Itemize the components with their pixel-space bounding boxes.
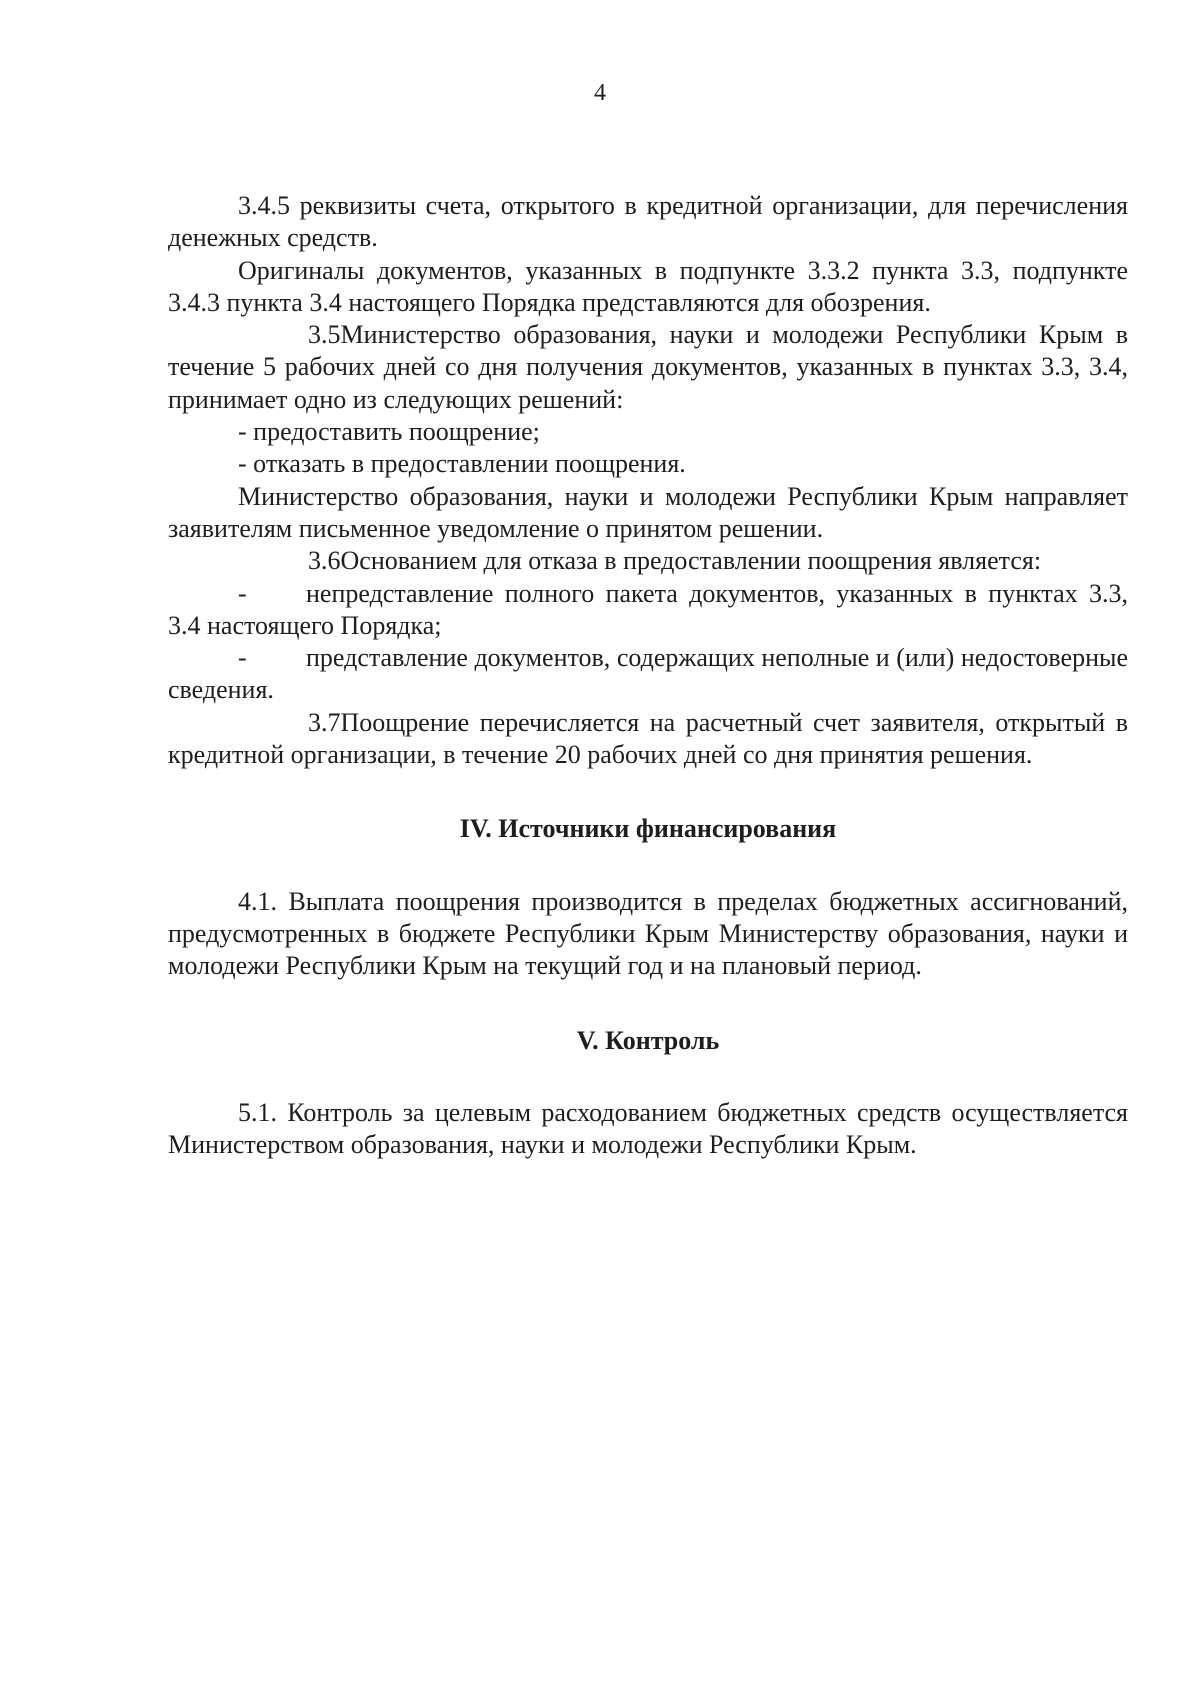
decision-option-grant: - предоставить поощрение; <box>238 417 540 447</box>
refusal-reason-text: представление документов, содержащих неполные и (или) недостоверные сведения. <box>168 643 1128 705</box>
paragraph-3-4-5: 3.4.5 реквизиты счета, открытого в кредитной организации, для перечисления денежных средств. <box>168 191 1128 253</box>
clause-text-3-5: Министерство образования, науки и молодежи Республики Крым в течение 5 рабочих дней со дня получения документов, указанных в пунктах 3.3, 3.4, принимает одно из следующих решений: <box>168 320 1128 414</box>
clause-number-3-5: 3.5 <box>308 320 341 350</box>
paragraph-3-7 <box>168 707 1128 772</box>
paragraph-3-6 <box>168 545 1128 577</box>
page-number: 4 <box>594 80 606 106</box>
refusal-reason-unreliable-data <box>168 642 1128 707</box>
section-heading-iv: IV. Источники финансирования <box>459 814 837 844</box>
clause-number-3-6: 3.6 <box>308 546 341 576</box>
decision-option-refuse: - отказать в предоставлении поощрения. <box>238 449 686 479</box>
section-heading-v: V. Контроль <box>576 1025 720 1055</box>
refusal-reason-incomplete-package <box>168 578 1128 643</box>
clause-number-3-7: 3.7 <box>308 707 341 737</box>
paragraph-originals: Оригиналы документов, указанных в подпункте 3.3.2 пункта 3.3, подпункте 3.4.3 пункта 3.4 настоящего Порядка представляются для обозрения. <box>168 255 1128 317</box>
clause-text-3-6: Основанием для отказа в предоставлении поощрения является: <box>340 546 1042 576</box>
dash-marker: - <box>238 643 247 673</box>
document-body <box>168 190 1128 1161</box>
paragraph-5-1: 5.1. Контроль за целевым расходованием бюджетных средств осуществляется Министерством образования, науки и молодежи Республики Крым. <box>168 1097 1128 1160</box>
dash-marker: - <box>238 578 247 608</box>
paragraph-notice: Министерство образования, науки и молодежи Республики Крым направляет заявителям письменное уведомление о принятом решении. <box>168 481 1128 543</box>
clause-text-3-7: Поощрение перечисляется на расчетный счет заявителя, открытый в кредитной организации, в течение 20 рабочих дней со дня принятия решения. <box>168 707 1128 770</box>
refusal-reason-text: непредставление полного пакета документов, указанных в пунктах 3.3, 3.4 настоящего Порядка; <box>168 578 1128 640</box>
paragraph-3-5 <box>168 319 1128 416</box>
paragraph-4-1: 4.1. Выплата поощрения производится в пределах бюджетных ассигнований, предусмотренных в бюджете Республики Крым Министерству образования, науки и молодежи Республики Крым на текущий год и на плановый период. <box>168 886 1128 981</box>
